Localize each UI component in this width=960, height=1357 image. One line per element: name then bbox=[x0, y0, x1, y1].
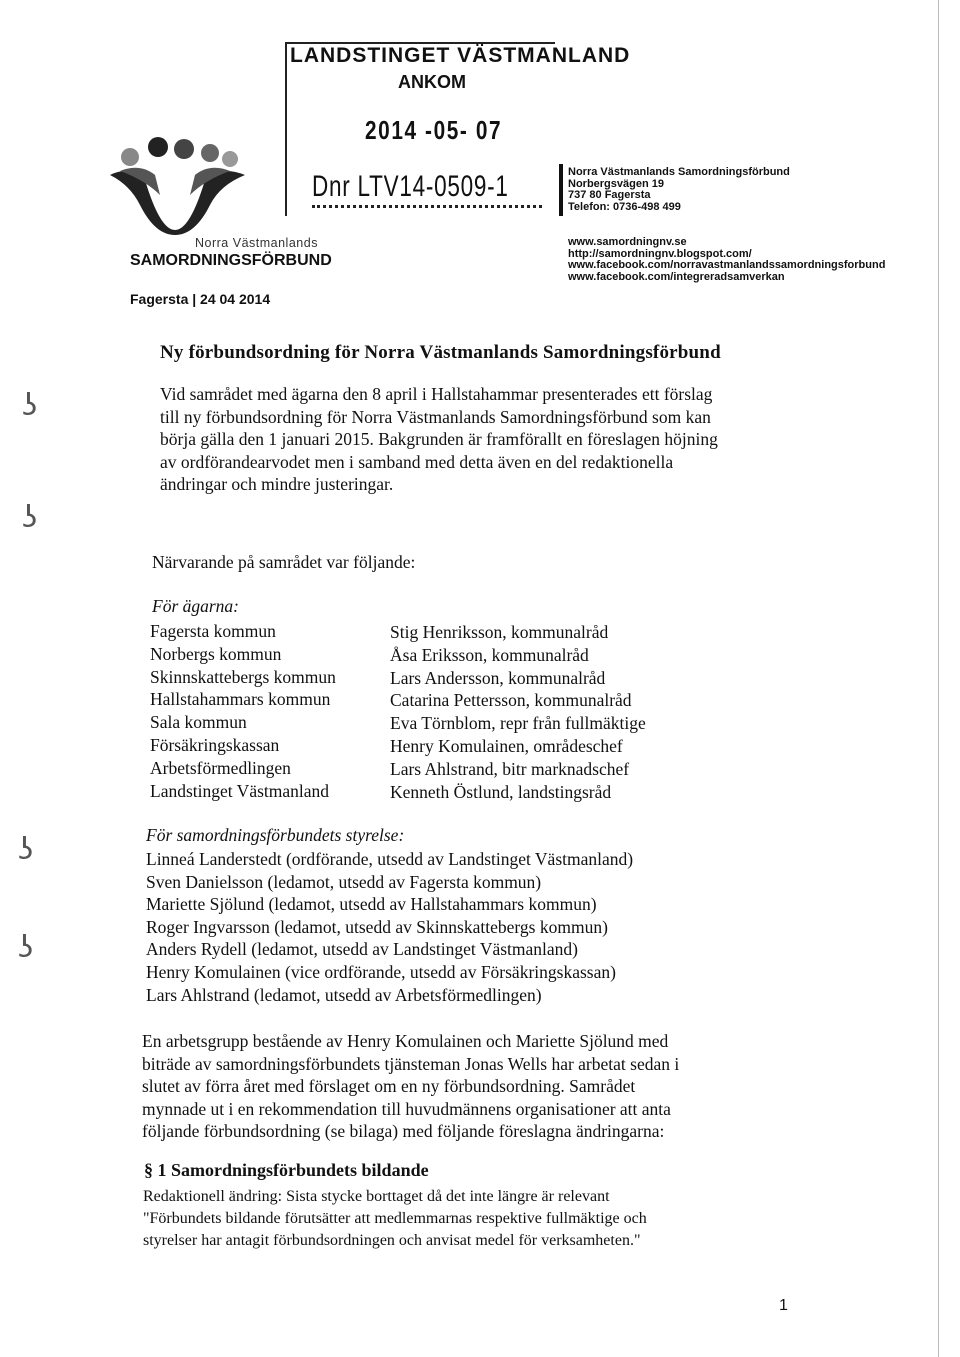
owners-heading: För ägarna: bbox=[152, 596, 240, 616]
intro-line: till ny förbundsordning för Norra Västmanlands Samordningsförbund som kan bbox=[160, 406, 711, 427]
section-1-heading: § 1 Samordningsförbundets bildande bbox=[144, 1160, 429, 1180]
address-block bbox=[568, 167, 790, 213]
owner-item: Hallstahammars kommun bbox=[150, 689, 331, 710]
address-phone: Telefon: 0736-498 499 bbox=[568, 200, 681, 213]
punch-hole-icon: ʖ bbox=[22, 388, 38, 423]
address-street: Norbergsvägen 19 bbox=[568, 177, 664, 190]
punch-hole-icon: ʖ bbox=[18, 930, 34, 965]
blog-link[interactable]: http://samordningnv.blogspot.com/ bbox=[568, 247, 752, 260]
intro-line: av ordförandearvodet men i samband med detta även en del redaktionella bbox=[160, 451, 674, 472]
address-postal: 737 80 Fagersta bbox=[568, 189, 651, 201]
board-member: Sven Danielsson (ledamot, utsedd av Fagersta kommun) bbox=[146, 871, 542, 892]
section-1-line: styrelser har antagit förbundsordningen och anvisat medel för verksamheten." bbox=[143, 1232, 641, 1249]
facebook-link-2[interactable]: www.facebook.com/integreradsamverkan bbox=[568, 270, 785, 283]
workgroup-line: En arbetsgrupp bestående av Henry Komulainen och Mariette Sjölund med bbox=[142, 1031, 669, 1051]
board-member: Linneá Landerstedt (ordförande, utsedd av Landstinget Västmanland) bbox=[146, 849, 634, 869]
owner-item: Sala kommun bbox=[150, 712, 247, 733]
punch-hole-icon: ʖ bbox=[18, 832, 34, 867]
workgroup-paragraph bbox=[142, 1030, 679, 1143]
section-1-line: Redaktionell ändring: Sista stycke borttaget då det inte längre är relevant bbox=[143, 1188, 610, 1205]
board-list bbox=[146, 848, 633, 1006]
board-member: Anders Rydell (ledamot, utsedd av Landstinget Västmanland) bbox=[146, 939, 579, 960]
representative-item: Åsa Eriksson, kommunalråd bbox=[390, 644, 589, 665]
stamp-received-label: ANKOM bbox=[398, 72, 466, 92]
board-member: Roger Ingvarsson (ledamot, utsedd av Skinnskattebergs kommun) bbox=[146, 916, 608, 937]
workgroup-line: biträde av samordningsförbundets tjänsteman Jonas Wells har arbetat sedan i bbox=[142, 1053, 680, 1074]
stamp-organization: LANDSTINGET VÄSTMANLAND bbox=[290, 44, 631, 67]
representative-item: Catarina Pettersson, kommunalråd bbox=[390, 690, 632, 711]
facebook-link-1[interactable]: www.facebook.com/norravastmanlandssamordningsforbund bbox=[568, 259, 886, 271]
representative-item: Kenneth Östlund, landstingsråd bbox=[390, 781, 612, 802]
punch-hole-icon: ʖ bbox=[22, 500, 38, 535]
web-links bbox=[568, 237, 885, 283]
board-heading: För samordningsförbundets styrelse: bbox=[146, 825, 405, 845]
intro-paragraph bbox=[160, 383, 718, 496]
representatives-list bbox=[390, 621, 646, 803]
intro-line: ändringar och mindre justeringar. bbox=[160, 474, 394, 495]
org-name-line2: SAMORDNINGSFÖRBUND bbox=[130, 252, 332, 269]
people-logo-icon bbox=[100, 135, 250, 235]
representative-item: Lars Andersson, kommunalråd bbox=[390, 667, 606, 688]
owner-item: Landstinget Västmanland bbox=[150, 780, 330, 801]
owners-list bbox=[150, 620, 336, 802]
section-1-text bbox=[143, 1186, 647, 1252]
representative-item: Stig Henriksson, kommunalråd bbox=[390, 622, 609, 642]
representative-item: Henry Komulainen, områdeschef bbox=[390, 735, 623, 756]
representative-item: Eva Törnblom, repr från fullmäktige bbox=[390, 713, 646, 734]
page-number: 1 bbox=[779, 1297, 788, 1314]
owner-item: Norbergs kommun bbox=[150, 643, 282, 664]
stamp-date: 2014 -05- 07 bbox=[365, 115, 503, 145]
intro-line: börja gälla den 1 januari 2015. Bakgrunden är framförallt en föreslagen höjning bbox=[160, 429, 718, 450]
address-name: Norra Västmanlands Samordningsförbund bbox=[568, 166, 790, 178]
document-title: Ny förbundsordning för Norra Västmanlands Samordningsförbund bbox=[160, 342, 721, 363]
org-name-line1: Norra Västmanlands bbox=[195, 236, 318, 250]
section-1-line: "Förbundets bildande förutsätter att medlemmarnas respektive fullmäktige och bbox=[143, 1210, 647, 1227]
owner-item: Försäkringskassan bbox=[150, 734, 280, 755]
stamp-underline bbox=[312, 205, 542, 208]
scan-edge bbox=[938, 0, 939, 1357]
attendees-heading: Närvarande på samrådet var följande: bbox=[152, 552, 416, 572]
board-member: Henry Komulainen (vice ordförande, utsedd av Försäkringskassan) bbox=[146, 961, 616, 982]
website-link[interactable]: www.samordningnv.se bbox=[568, 236, 687, 248]
owner-item: Skinnskattebergs kommun bbox=[150, 666, 336, 687]
place-date: Fagersta | 24 04 2014 bbox=[130, 291, 271, 307]
owner-item: Fagersta kommun bbox=[150, 621, 276, 641]
representative-item: Lars Ahlstrand, bitr marknadschef bbox=[390, 758, 630, 779]
intro-line: Vid samrådet med ägarna den 8 april i Hallstahammar presenterades ett förslag bbox=[160, 384, 713, 404]
workgroup-line: följande förbundsordning (se bilaga) med följande föreslagna ändringarna: bbox=[142, 1121, 665, 1142]
stamp-dnr: Dnr LTV14-0509-1 bbox=[312, 170, 509, 203]
workgroup-line: slutet av förra året med förslaget om en ny förbundsordning. Samrådet bbox=[142, 1076, 636, 1097]
board-member: Lars Ahlstrand (ledamot, utsedd av Arbetsförmedlingen) bbox=[146, 984, 542, 1005]
owner-item: Arbetsförmedlingen bbox=[150, 757, 291, 778]
address-bar bbox=[559, 164, 563, 216]
workgroup-line: mynnade ut i en rekommendation till huvudmännens organisationer att anta bbox=[142, 1098, 671, 1119]
board-member: Mariette Sjölund (ledamot, utsedd av Hallstahammars kommun) bbox=[146, 894, 597, 915]
